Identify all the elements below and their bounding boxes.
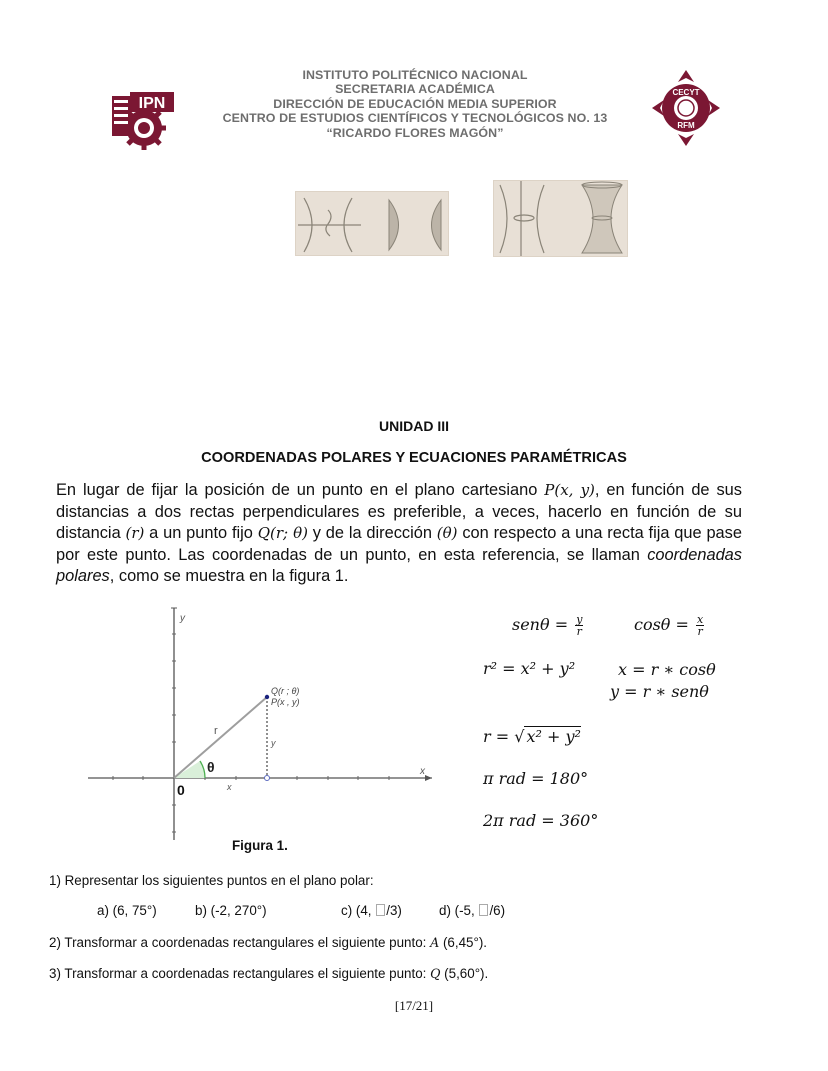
question-2-text: 2) Transformar a coordenadas rectangulares el siguiente punto:	[49, 935, 431, 950]
question-2-var: A	[430, 935, 440, 950]
intro-text: , como se muestra en la figura 1.	[109, 567, 349, 585]
origin-label: 0	[177, 782, 185, 798]
math-point-q: Q(r; θ)	[257, 524, 308, 542]
y-axis-label: y	[180, 613, 185, 624]
missing-glyph-icon	[479, 904, 488, 916]
header-line-center: CENTRO DE ESTUDIOS CIENTÍFICOS Y TECNOLÓGICOS NO. 13	[222, 111, 608, 126]
page-number: [17/21]	[394, 998, 434, 1013]
formula-sin	[512, 614, 583, 637]
section-title: COORDENADAS POLARES Y ECUACIONES PARAMÉTRICAS	[201, 450, 627, 466]
question-3	[49, 966, 488, 981]
formula-r-lhs: r =	[483, 727, 515, 746]
question-1b: b) (-2, 270°)	[195, 903, 267, 918]
intro-text: , en función de sus distancias a dos rectas perpendiculares es preferible, a veces, hacerlo en función de su distancia	[56, 481, 742, 542]
x-segment-label: x	[227, 782, 232, 792]
header-line-secretary: SECRETARIA ACADÉMICA	[335, 82, 495, 97]
theta-label: θ	[207, 759, 215, 775]
header-line-direction: DIRECCIÓN DE EDUCACIÓN MEDIA SUPERIOR	[273, 96, 557, 111]
question-3-text: 3) Transformar a coordenadas rectangulares el siguiente punto:	[49, 966, 431, 981]
cecyt-logo	[650, 68, 722, 148]
y-segment-label: y	[271, 738, 276, 748]
radius-label: r	[214, 725, 218, 737]
question-1d-pre: d) (-5,	[439, 903, 479, 918]
question-1c	[341, 903, 402, 918]
unit-title: UNIDAD III	[379, 418, 449, 434]
denominator: r	[697, 625, 703, 638]
photo-revolution-surface-2	[493, 180, 628, 257]
point-p-label: P(x , y)	[271, 697, 300, 707]
point-q-label: Q(r ; θ)	[271, 686, 300, 696]
sqrt-radicand: x² + y²	[526, 727, 581, 746]
emphasis-polar-coordinates: coordenadas polares	[56, 545, 742, 585]
svg-text:IPN: IPN	[138, 95, 166, 112]
math-theta: (θ)	[436, 524, 458, 542]
polar-coordinates-figure	[86, 604, 436, 856]
fraction-y-over-r	[575, 614, 583, 637]
numerator: y	[576, 613, 583, 626]
formula-cos-lhs: cosθ =	[634, 615, 689, 634]
intro-text: con respecto a una recta fija que pase por este punto. Las coordenadas de un punto, en esta referencia, se llaman	[56, 524, 742, 564]
question-3-var: Q	[430, 966, 441, 981]
question-1: 1) Representar los siguientes puntos en el plano polar:	[49, 873, 374, 888]
header-line-institute: INSTITUTO POLITÉCNICO NACIONAL	[302, 68, 528, 82]
formula-sin-lhs: senθ =	[512, 615, 569, 634]
question-2-value: (6,45°).	[439, 935, 488, 950]
fraction-x-over-r	[696, 614, 704, 637]
formula-pi: π rad = 180°	[483, 769, 589, 788]
question-3-value: (5,60°).	[440, 966, 489, 981]
question-1a: a) (6, 75°)	[97, 903, 157, 918]
question-2	[49, 935, 487, 950]
figure-caption: Figura 1.	[232, 838, 288, 853]
missing-glyph-icon	[376, 904, 385, 916]
question-1d-post: /6)	[489, 903, 506, 918]
denominator: r	[576, 625, 582, 638]
question-1d	[439, 903, 505, 918]
intro-text: a un punto fijo	[144, 524, 258, 542]
ipn-logo	[108, 88, 178, 150]
sqrt-icon: √	[514, 727, 525, 746]
intro-paragraph	[56, 480, 742, 588]
formula-x: x = r ∗ cosθ	[618, 660, 716, 679]
formula-r-sqrt	[483, 727, 581, 746]
formula-cos	[634, 614, 704, 637]
formula-r-squared: r² = x² + y²	[483, 659, 576, 678]
math-point-p: P(x, y)	[544, 481, 595, 499]
question-1c-post: /3)	[386, 903, 402, 918]
header-line-school: “RICARDO FLORES MAGÓN”	[326, 125, 504, 140]
x-axis-label: x	[420, 766, 425, 777]
institution-header	[190, 68, 640, 140]
formula-y: y = r ∗ senθ	[610, 682, 709, 701]
intro-text: En lugar de fijar la posición de un punto en el plano cartesiano	[56, 481, 545, 499]
svg-text:RFM: RFM	[677, 121, 695, 130]
formula-two-pi: 2π rad = 360°	[483, 811, 599, 830]
math-r: (r)	[125, 524, 145, 542]
intro-text: y de la dirección	[307, 524, 437, 542]
photo-revolution-surface-1	[295, 191, 449, 256]
svg-text:CECYT: CECYT	[672, 88, 700, 97]
numerator: x	[697, 613, 704, 626]
question-1c-pre: c) (4,	[341, 903, 376, 918]
